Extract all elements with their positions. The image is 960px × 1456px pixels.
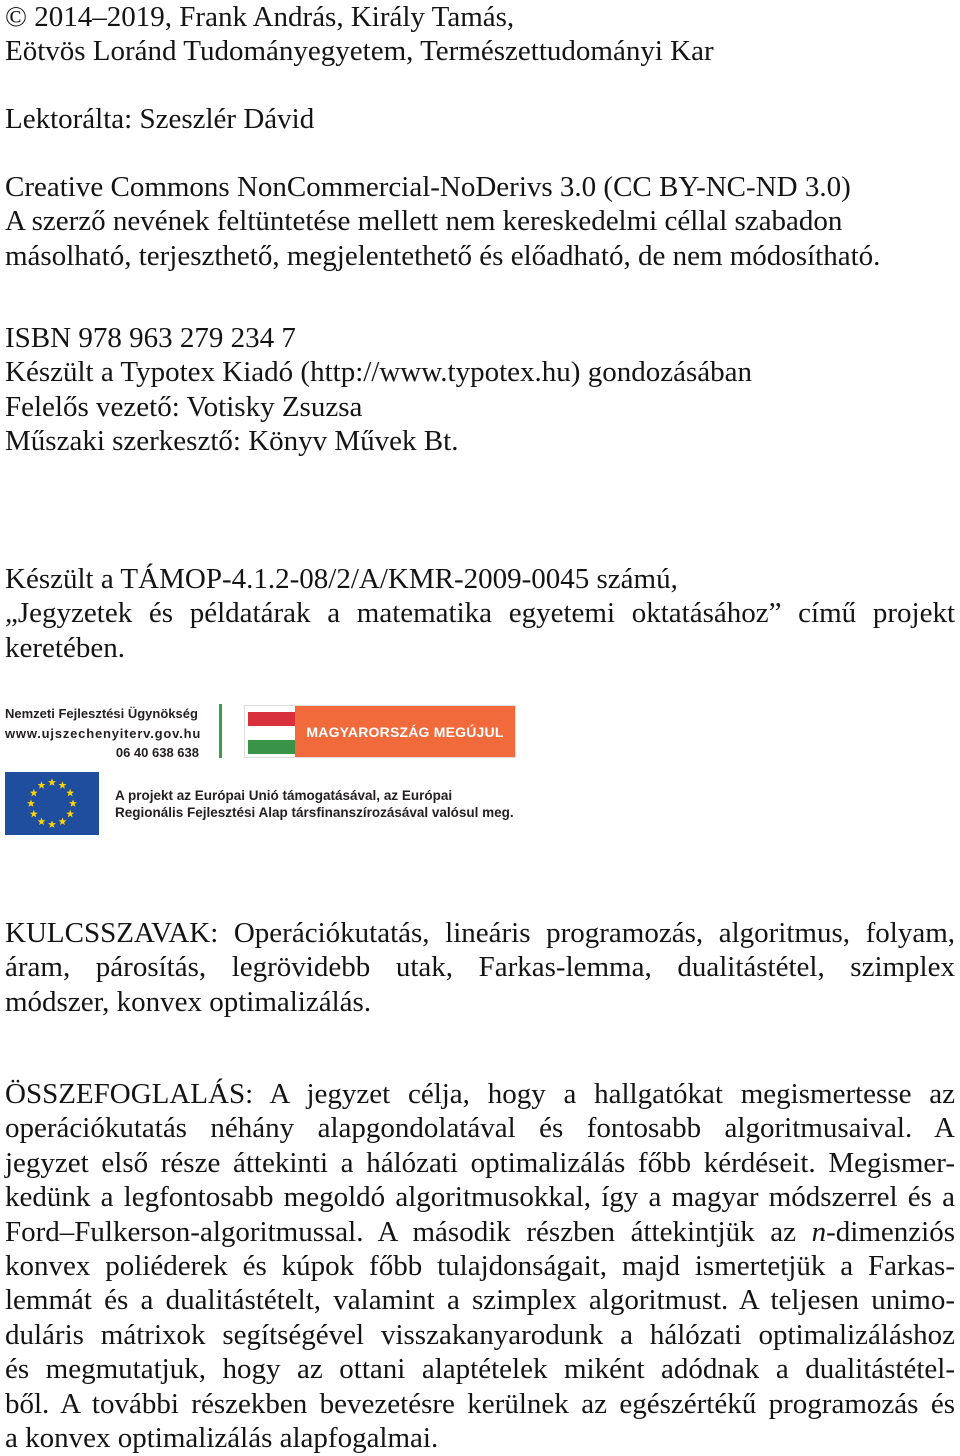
isbn-line: ISBN 978 963 279 234 7 (5, 322, 296, 354)
summary-text: -dimenziós (826, 1215, 955, 1248)
math-variable: n (811, 1215, 827, 1248)
managing-editor-line: Felelős vezető: Votisky Zsuzsa (5, 390, 363, 423)
flag-white-stripe (248, 726, 295, 740)
agency-name: Nemzeti Fejlesztési Ügynökség (5, 706, 198, 721)
publication-block (5, 321, 955, 459)
summary-block (5, 1077, 955, 1455)
eu-notice-line: Regionális Fejlesztési Alap társfinanszírozásával valósul meg. (115, 805, 514, 820)
project-line: „Jegyzetek és példatárak a matematika egyetemi oktatásához” című projekt (5, 597, 955, 630)
authors-block (5, 0, 955, 69)
license-line: Creative Commons NonCommercial-NoDerivs 3.0 (CC BY-NC-ND 3.0) (5, 171, 851, 203)
summary-line: a konvex optimalizálás alapfogalmai. (5, 1421, 439, 1454)
institution-line: Eötvös Loránd Tudományegyetem, Természettudományi Kar (5, 35, 714, 68)
keywords-block (5, 916, 955, 1019)
reviewer-block (5, 102, 955, 136)
summary-line: ből. A további részekben bevezetésre kerülnek az egészértékű programozás és (5, 1387, 955, 1420)
summary-line: és megmutatjuk, hogy az ottani alaptételek miként adódnak a dualitástétel- (5, 1353, 955, 1386)
summary-line: ÖSSZEFOGLALÁS: A jegyzet célja, hogy a hallgatókat megismertesse az (5, 1078, 955, 1110)
license-line: másolható, terjeszthető, megjelentethető és előadható, de nem módosítható. (5, 239, 881, 272)
program-banner: MAGYARORSZÁG MEGÚJUL (295, 706, 515, 757)
summary-line: jegyzet első része áttekinti a hálózati optimalizálás főbb kérdéseit. Megismer- (5, 1146, 955, 1179)
publisher-line: Készült a Typotex Kiadó (http://www.typotex.hu) gondozásában (5, 356, 752, 389)
license-block (5, 170, 955, 273)
summary-line: lemmát és a dualitástételt, valamint a szimplex algoritmust. A teljesen unimo- (5, 1284, 955, 1317)
agency-logo-text (5, 704, 202, 763)
project-block (5, 562, 955, 665)
summary-line: kedünk a legfontosabb megoldó algoritmusokkal, így a magyar módszerrel és a (5, 1181, 955, 1214)
flag-red-stripe (248, 712, 295, 726)
agency-phone: 06 40 638 638 (115, 745, 199, 760)
keywords-line: módszer, konvex optimalizálás. (5, 985, 372, 1018)
summary-line (5, 1215, 955, 1249)
license-line: A szerző nevének feltüntetése mellett nem kereskedelmi céllal szabadon (5, 205, 843, 238)
summary-line: duláris mátrixok segítségével visszakanyarodunk a hálózati optimalizáláshoz (5, 1318, 955, 1351)
summary-text: Ford–Fulkerson-algoritmussal. A második részben áttekintjük az (5, 1215, 812, 1248)
copyright-line: © 2014–2019, Frank András, Király Tamás, (5, 1, 515, 33)
keywords-line: KULCSSZAVAK: Operációkutatás, lineáris programozás, algoritmus, folyam, (5, 917, 955, 949)
agency-website: www.ujszechenyiterv.gov.hu (5, 725, 202, 741)
reviewer-line: Lektorálta: Szeszlér Dávid (5, 103, 315, 135)
eu-notice-line: A projekt az Európai Unió támogatásával, az Európai (115, 788, 453, 803)
project-line: Készült a TÁMOP-4.1.2-08/2/A/KMR-2009-0045 számú, (5, 563, 678, 595)
project-line: keretében. (5, 631, 125, 664)
eu-flag-icon (5, 772, 99, 835)
summary-line: konvex poliéderek és kúpok főbb tulajdonságait, majd ismertetjük a Farkas- (5, 1249, 955, 1282)
technical-editor-line: Műszaki szerkesztő: Könyv Művek Bt. (5, 425, 459, 458)
eu-notice (115, 787, 535, 821)
summary-line: operációkutatás néhány alapgondolatával és fontosabb algoritmusaival. A (5, 1112, 955, 1145)
keywords-line: áram, párosítás, legrövidebb utak, Farkas-lemma, dualitástétel, szimplex (5, 951, 955, 984)
flag-green-stripe (248, 740, 295, 754)
logo-divider (219, 704, 222, 758)
